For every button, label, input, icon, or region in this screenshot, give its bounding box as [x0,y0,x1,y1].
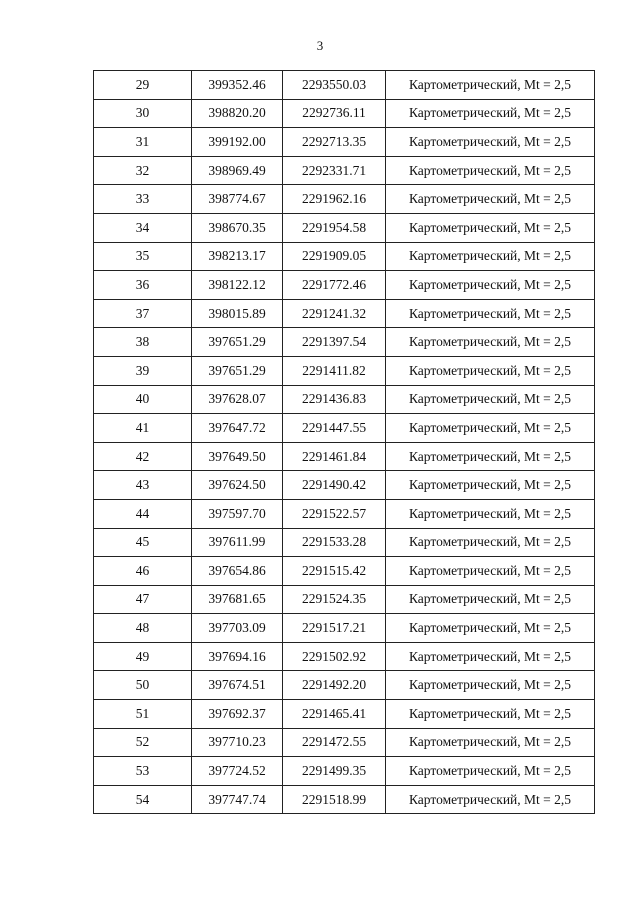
method-cell: Картометрический, Mt = 2,5 [386,700,595,729]
x-coordinate-cell: 397724.52 [192,757,283,786]
x-coordinate-cell: 397692.37 [192,700,283,729]
x-coordinate-cell: 399352.46 [192,71,283,100]
point-number-cell: 48 [94,614,192,643]
method-cell: Картометрический, Mt = 2,5 [386,299,595,328]
y-coordinate-cell: 2291447.55 [283,414,386,443]
x-coordinate-cell: 397611.99 [192,528,283,557]
table-row [94,557,595,586]
table-row [94,471,595,500]
method-cell: Картометрический, Mt = 2,5 [386,128,595,157]
coordinates-table-body [94,71,595,814]
y-coordinate-cell: 2291515.42 [283,557,386,586]
point-number-cell: 33 [94,185,192,214]
x-coordinate-cell: 398015.89 [192,299,283,328]
table-row [94,299,595,328]
x-coordinate-cell: 398969.49 [192,156,283,185]
y-coordinate-cell: 2292331.71 [283,156,386,185]
point-number-cell: 50 [94,671,192,700]
y-coordinate-cell: 2291397.54 [283,328,386,357]
point-number-cell: 37 [94,299,192,328]
table-row [94,614,595,643]
x-coordinate-cell: 397647.72 [192,414,283,443]
y-coordinate-cell: 2291909.05 [283,242,386,271]
point-number-cell: 54 [94,785,192,814]
x-coordinate-cell: 398774.67 [192,185,283,214]
y-coordinate-cell: 2291522.57 [283,499,386,528]
table-row [94,156,595,185]
table-row [94,385,595,414]
point-number-cell: 31 [94,128,192,157]
method-cell: Картометрический, Mt = 2,5 [386,385,595,414]
table-row [94,700,595,729]
method-cell: Картометрический, Mt = 2,5 [386,785,595,814]
x-coordinate-cell: 397747.74 [192,785,283,814]
point-number-cell: 43 [94,471,192,500]
y-coordinate-cell: 2292736.11 [283,99,386,128]
table-row [94,442,595,471]
table-row [94,328,595,357]
y-coordinate-cell: 2291472.55 [283,728,386,757]
table-row [94,671,595,700]
table-row [94,728,595,757]
method-cell: Картометрический, Mt = 2,5 [386,156,595,185]
y-coordinate-cell: 2291492.20 [283,671,386,700]
point-number-cell: 47 [94,585,192,614]
point-number-cell: 29 [94,71,192,100]
point-number-cell: 51 [94,700,192,729]
point-number-cell: 52 [94,728,192,757]
x-coordinate-cell: 397654.86 [192,557,283,586]
table-row [94,271,595,300]
method-cell: Картометрический, Mt = 2,5 [386,213,595,242]
y-coordinate-cell: 2292713.35 [283,128,386,157]
coordinates-table [93,70,595,814]
table-row [94,71,595,100]
x-coordinate-cell: 397703.09 [192,614,283,643]
y-coordinate-cell: 2291518.99 [283,785,386,814]
point-number-cell: 45 [94,528,192,557]
y-coordinate-cell: 2291411.82 [283,356,386,385]
point-number-cell: 39 [94,356,192,385]
table-row [94,242,595,271]
x-coordinate-cell: 398122.12 [192,271,283,300]
x-coordinate-cell: 397710.23 [192,728,283,757]
point-number-cell: 36 [94,271,192,300]
method-cell: Картометрический, Mt = 2,5 [386,71,595,100]
x-coordinate-cell: 398820.20 [192,99,283,128]
x-coordinate-cell: 397681.65 [192,585,283,614]
table-row [94,185,595,214]
point-number-cell: 38 [94,328,192,357]
table-row [94,356,595,385]
table-row [94,785,595,814]
table-row [94,213,595,242]
y-coordinate-cell: 2291465.41 [283,700,386,729]
y-coordinate-cell: 2291490.42 [283,471,386,500]
x-coordinate-cell: 397651.29 [192,328,283,357]
method-cell: Картометрический, Mt = 2,5 [386,185,595,214]
x-coordinate-cell: 397597.70 [192,499,283,528]
point-number-cell: 32 [94,156,192,185]
point-number-cell: 34 [94,213,192,242]
y-coordinate-cell: 2291499.35 [283,757,386,786]
method-cell: Картометрический, Mt = 2,5 [386,442,595,471]
x-coordinate-cell: 397694.16 [192,642,283,671]
x-coordinate-cell: 399192.00 [192,128,283,157]
method-cell: Картометрический, Mt = 2,5 [386,757,595,786]
x-coordinate-cell: 397628.07 [192,385,283,414]
x-coordinate-cell: 397649.50 [192,442,283,471]
point-number-cell: 49 [94,642,192,671]
method-cell: Картометрический, Mt = 2,5 [386,471,595,500]
table-row [94,499,595,528]
method-cell: Картометрический, Mt = 2,5 [386,642,595,671]
table-row [94,414,595,443]
point-number-cell: 41 [94,414,192,443]
page-number: 3 [316,38,324,53]
point-number-cell: 53 [94,757,192,786]
method-cell: Картометрический, Mt = 2,5 [386,671,595,700]
method-cell: Картометрический, Mt = 2,5 [386,528,595,557]
point-number-cell: 30 [94,99,192,128]
y-coordinate-cell: 2291962.16 [283,185,386,214]
y-coordinate-cell: 2291461.84 [283,442,386,471]
table-row [94,528,595,557]
point-number-cell: 44 [94,499,192,528]
method-cell: Картометрический, Mt = 2,5 [386,585,595,614]
x-coordinate-cell: 397624.50 [192,471,283,500]
y-coordinate-cell: 2291524.35 [283,585,386,614]
y-coordinate-cell: 2291533.28 [283,528,386,557]
method-cell: Картометрический, Mt = 2,5 [386,242,595,271]
point-number-cell: 40 [94,385,192,414]
table-row [94,642,595,671]
y-coordinate-cell: 2291502.92 [283,642,386,671]
method-cell: Картометрический, Mt = 2,5 [386,728,595,757]
table-row [94,757,595,786]
x-coordinate-cell: 398213.17 [192,242,283,271]
method-cell: Картометрический, Mt = 2,5 [386,356,595,385]
method-cell: Картометрический, Mt = 2,5 [386,414,595,443]
y-coordinate-cell: 2291954.58 [283,213,386,242]
y-coordinate-cell: 2291241.32 [283,299,386,328]
y-coordinate-cell: 2291772.46 [283,271,386,300]
x-coordinate-cell: 397651.29 [192,356,283,385]
method-cell: Картометрический, Mt = 2,5 [386,328,595,357]
table-row [94,585,595,614]
y-coordinate-cell: 2291436.83 [283,385,386,414]
method-cell: Картометрический, Mt = 2,5 [386,271,595,300]
y-coordinate-cell: 2291517.21 [283,614,386,643]
point-number-cell: 42 [94,442,192,471]
method-cell: Картометрический, Mt = 2,5 [386,499,595,528]
y-coordinate-cell: 2293550.03 [283,71,386,100]
x-coordinate-cell: 397674.51 [192,671,283,700]
point-number-cell: 46 [94,557,192,586]
table-row [94,128,595,157]
method-cell: Картометрический, Mt = 2,5 [386,99,595,128]
table-row [94,99,595,128]
x-coordinate-cell: 398670.35 [192,213,283,242]
method-cell: Картометрический, Mt = 2,5 [386,614,595,643]
method-cell: Картометрический, Mt = 2,5 [386,557,595,586]
point-number-cell: 35 [94,242,192,271]
